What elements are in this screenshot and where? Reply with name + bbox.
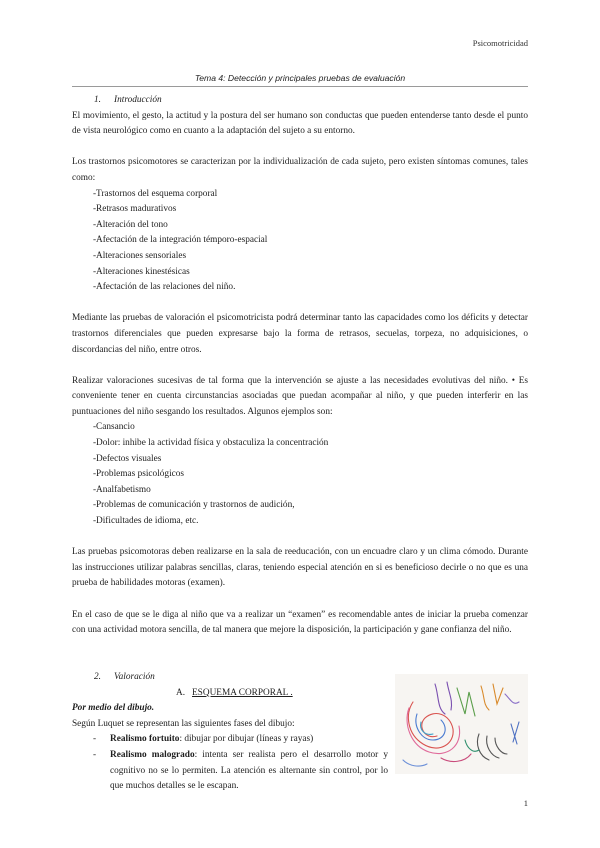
section-heading-introduccion bbox=[72, 93, 528, 109]
paragraph: Realizar valoraciones sucesivas de tal forma que la intervención se ajuste a las necesidades evolutivas del niño. • Es conveniente tener en cuenta circunstancias asociadas que puedan acompañar al niño, y que pueden interferir en las puntuaciones del niño sesgando los resultados. Algunos ejemplos son: bbox=[72, 375, 528, 417]
running-header: Psicomotricidad bbox=[472, 38, 528, 48]
list-item: - Alteraciones sensoriales bbox=[72, 249, 528, 265]
subsection-title: ESQUEMA CORPORAL . bbox=[192, 687, 293, 698]
phases-list bbox=[72, 732, 388, 794]
title-divider bbox=[72, 86, 528, 87]
list-item: - Alteración del tono bbox=[72, 218, 528, 234]
list-item: - Problemas psicológicos bbox=[72, 467, 528, 483]
section-number: 2. bbox=[94, 671, 101, 682]
section-number: 1. bbox=[94, 95, 101, 105]
paragraph: El movimiento, el gesto, la actitud y la postura del ser humano son conductas que pueden entenderse tanto desde el punto de vista neurológico como en cuanto a la adaptación del sujeto a su entorno. bbox=[72, 110, 528, 137]
circumstance-list bbox=[72, 420, 528, 529]
list-item: - Alteraciones kinestésicas bbox=[72, 265, 528, 281]
list-item: - Dificultades de idioma, etc. bbox=[72, 514, 528, 530]
list-item: - Retrasos madurativos bbox=[72, 202, 528, 218]
paragraph: Las pruebas psicomotoras deben realizarse en la sala de reeducación, con un encuadre claro y un clima cómodo. Durante las instrucciones utilizar palabras sencillas, claras, teniendo especial atención en si es beneficioso decirle o no que es una prueba de habilidades motoras (examen). bbox=[72, 547, 528, 589]
list-item: - Afectación de la integración témporo-espacial bbox=[72, 233, 528, 249]
list-item bbox=[72, 732, 388, 748]
list-item: - Defectos visuales bbox=[72, 452, 528, 468]
page-number: 1 bbox=[523, 798, 528, 808]
page-title: Tema 4: Detección y principales pruebas de evaluación bbox=[194, 73, 406, 83]
paragraph: En el caso de que se le diga al niño que va a realizar un “examen” es recomendable antes de iniciar la prueba comenzar con una actividad motora sencilla, de tal manera que mejore la disposición, la participación y gane confianza del niño. bbox=[72, 609, 528, 636]
list-item: - Cansancio bbox=[72, 420, 528, 436]
paragraph: Mediante las pruebas de valoración el psicomotricista podrá determinar tanto las capacidades como los déficits y detectar trastornos diferenciales que pueden expresarse bajo la forma de retrasos, secuelas, torpeza, no adquisiciones, o discordancias del niño, entre otros. bbox=[72, 313, 528, 355]
child-drawing-image bbox=[395, 674, 528, 774]
list-item: - Problemas de comunicación y trastornos de audición, bbox=[72, 498, 528, 514]
phase-text: : intenta ser realista pero el desarrollo motor y cognitivo no se lo permiten. La atención es alternante sin control, por lo que muchos detalles se le escapan. bbox=[110, 749, 388, 792]
symptom-list bbox=[72, 187, 528, 296]
section-title: Valoración bbox=[114, 671, 155, 682]
method-heading: Por medio del dibujo. bbox=[72, 703, 155, 714]
paragraph: Los trastornos psicomotores se caracterizan por la individualización de cada sujeto, pero existen síntomas comunes, tales como: bbox=[72, 157, 528, 183]
phase-term: Realismo malogrado bbox=[110, 749, 195, 760]
phase-term: Realismo fortuito bbox=[110, 734, 180, 745]
list-item bbox=[72, 748, 388, 795]
list-item: - Afectación de las relaciones del niño. bbox=[72, 280, 528, 296]
list-item: - Dolor: inhibe la actividad física y obstaculiza la concentración bbox=[72, 436, 528, 452]
list-item: - Analfabetismo bbox=[72, 483, 528, 499]
section-title: Introducción bbox=[114, 95, 162, 105]
phase-text: : dibujar por dibujar (líneas y rayas) bbox=[179, 734, 314, 745]
subsection-letter: A. bbox=[176, 687, 186, 698]
list-item: - Trastornos del esquema corporal bbox=[72, 187, 528, 203]
phases-intro: Según Luquet se representan las siguientes fases del dibujo: bbox=[72, 718, 295, 729]
